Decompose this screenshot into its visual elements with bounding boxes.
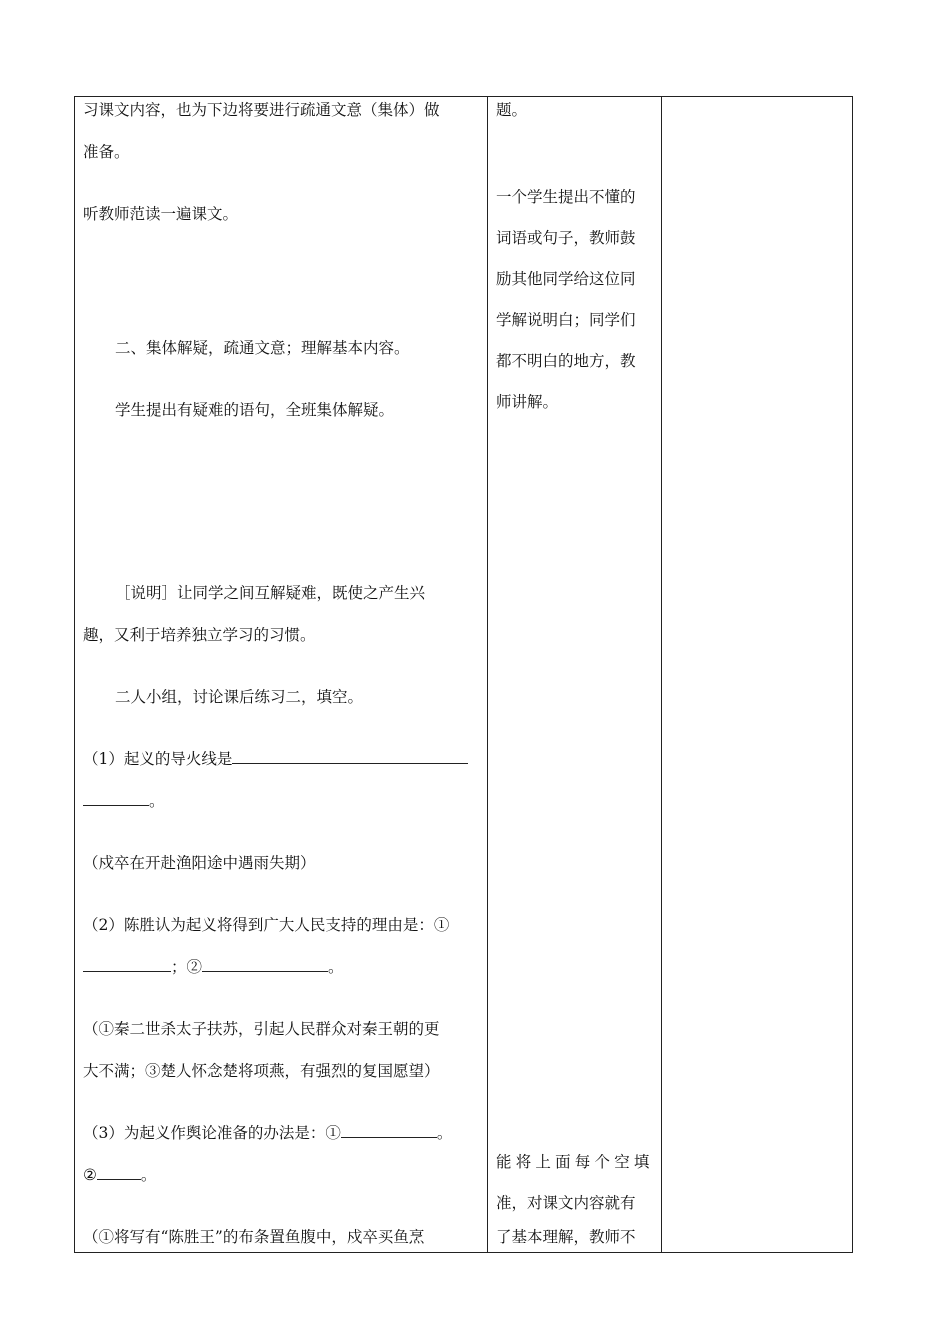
answer-blank[interactable] [97, 1165, 141, 1180]
student-activity-column [75, 97, 488, 1252]
text-line: 听教师范读一遍课文。 [83, 205, 239, 223]
question-1-cont [83, 791, 165, 811]
answer-blank[interactable] [232, 749, 468, 764]
text-line: 励其他同学给这位同 [496, 270, 636, 288]
text-line: 二人小组，讨论课后练习二，填空。 [115, 688, 364, 706]
answer-blank[interactable] [83, 791, 149, 806]
question-text: （3）为起义作舆论准备的办法是：① [83, 1124, 341, 1142]
text-line: 学解说明白；同学们 [496, 311, 636, 329]
answer-line: 大不满；③楚人怀念楚将项燕，有强烈的复国愿望） [83, 1062, 440, 1080]
answer-blank[interactable] [83, 957, 171, 972]
text-line: 能将上面每个空填 [496, 1153, 654, 1171]
answer-blank[interactable] [341, 1123, 437, 1138]
question-1 [83, 749, 468, 769]
question-3 [83, 1123, 452, 1143]
text-line: 一个学生提出不懂的 [496, 188, 636, 206]
question-text: ；② [171, 958, 203, 976]
question-text: （1）起义的导火线是 [83, 750, 233, 768]
punctuation: 。 [140, 1166, 157, 1184]
teacher-activity-column [488, 97, 662, 1252]
answer-line: （戍卒在开赴渔阳途中遇雨失期） [83, 854, 316, 872]
text-line: 习课文内容，也为下边将要进行疏通文意（集体）做 [83, 101, 440, 119]
punctuation: 。 [328, 958, 344, 976]
answer-line: （①将写有“陈胜王”的布条置鱼腹中，戍卒买鱼烹 [83, 1228, 425, 1246]
text-line: 词语或句子，教师鼓 [496, 229, 636, 247]
note-line: ［说明］让同学之间互解疑难，既使之产生兴 [115, 584, 426, 602]
answer-line: （①秦二世杀太子扶苏，引起人民群众对秦王朝的更 [83, 1020, 440, 1038]
text-line: 师讲解。 [496, 393, 559, 411]
answer-blank[interactable] [202, 957, 328, 972]
section-heading: 二、集体解疑，疏通文意；理解基本内容。 [115, 339, 410, 357]
lesson-table [74, 96, 853, 1253]
punctuation: 。 [149, 792, 165, 810]
punctuation: 。 [436, 1124, 453, 1142]
note-line: 趣，又利于培养独立学习的习惯。 [83, 626, 316, 644]
question-3-cont [83, 1165, 156, 1185]
question-text: ② [83, 1166, 97, 1184]
question-2: （2）陈胜认为起义将得到广大人民支持的理由是：① [83, 916, 450, 934]
text-line: 准，对课文内容就有 [496, 1194, 636, 1212]
question-2-cont [83, 957, 344, 977]
text-line: 都不明白的地方，教 [496, 352, 636, 370]
notes-column [662, 97, 852, 1252]
text-line: 题。 [496, 101, 528, 119]
text-line: 准备。 [83, 143, 130, 161]
text-line: 学生提出有疑难的语句，全班集体解疑。 [115, 401, 395, 419]
text-line: 了基本理解，教师不 [496, 1228, 636, 1246]
